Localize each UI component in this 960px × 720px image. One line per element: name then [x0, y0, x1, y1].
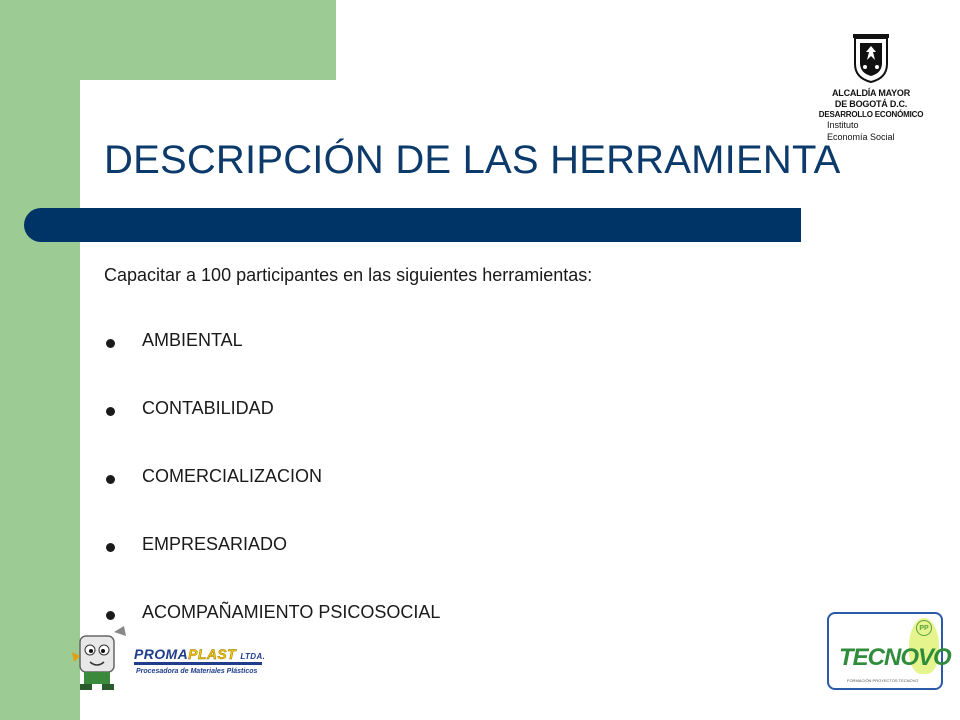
mascot-icon	[70, 622, 130, 692]
bullet-text: COMERCIALIZACION	[142, 466, 323, 486]
promaplast-subtitle: Procesadora de Materiales Plásticos	[136, 668, 258, 675]
promaplast-brand-c: LTDA.	[240, 652, 266, 661]
slide-title: DESCRIPCIÓN DE LAS HERRAMIENTA	[104, 138, 841, 182]
bullet-text: AMBIENTAL	[142, 330, 243, 350]
tecnovo-tagline: FORMACIÓN PROYECTOS TECNOVO	[847, 678, 919, 683]
bullet-dot-icon	[106, 611, 115, 620]
bullet-text: CONTABILIDAD	[142, 398, 274, 418]
tecnovo-logo	[827, 612, 951, 690]
promaplast-logo	[70, 622, 266, 692]
alcaldia-line2: DE BOGOTÁ D.C.	[834, 99, 908, 109]
bullet-dot-icon	[106, 407, 115, 416]
bullet-text: EMPRESARIADO	[142, 534, 288, 554]
tecnovo-badge: PP	[916, 620, 932, 636]
intro-text: Capacitar a 100 participantes en las siguientes herramientas:	[104, 265, 593, 285]
alcaldia-line4: Instituto	[827, 120, 859, 130]
bullet-dot-icon	[106, 475, 115, 484]
promaplast-brand	[134, 646, 266, 662]
alcaldia-line5: Economía Social	[827, 132, 895, 142]
title-underline-bar	[24, 208, 801, 242]
bullet-text: ACOMPAÑAMIENTO PSICOSOCIAL	[142, 602, 441, 622]
green-side-strip	[0, 0, 80, 720]
promaplast-brand-a: PROMA	[134, 646, 189, 662]
alcaldia-line3: DESARROLLO ECONÓMICO	[818, 110, 924, 119]
promaplast-underline	[134, 662, 262, 665]
bogota-seal-icon	[851, 34, 891, 84]
promaplast-brand-b: PLAST	[188, 646, 237, 662]
alcaldia-line1: ALCALDÍA MAYOR	[831, 88, 911, 98]
alcaldia-logo	[815, 34, 927, 142]
bullet-dot-icon	[106, 339, 115, 348]
tecnovo-wordmark: TECNOVO	[839, 644, 951, 671]
bullet-dot-icon	[106, 543, 115, 552]
